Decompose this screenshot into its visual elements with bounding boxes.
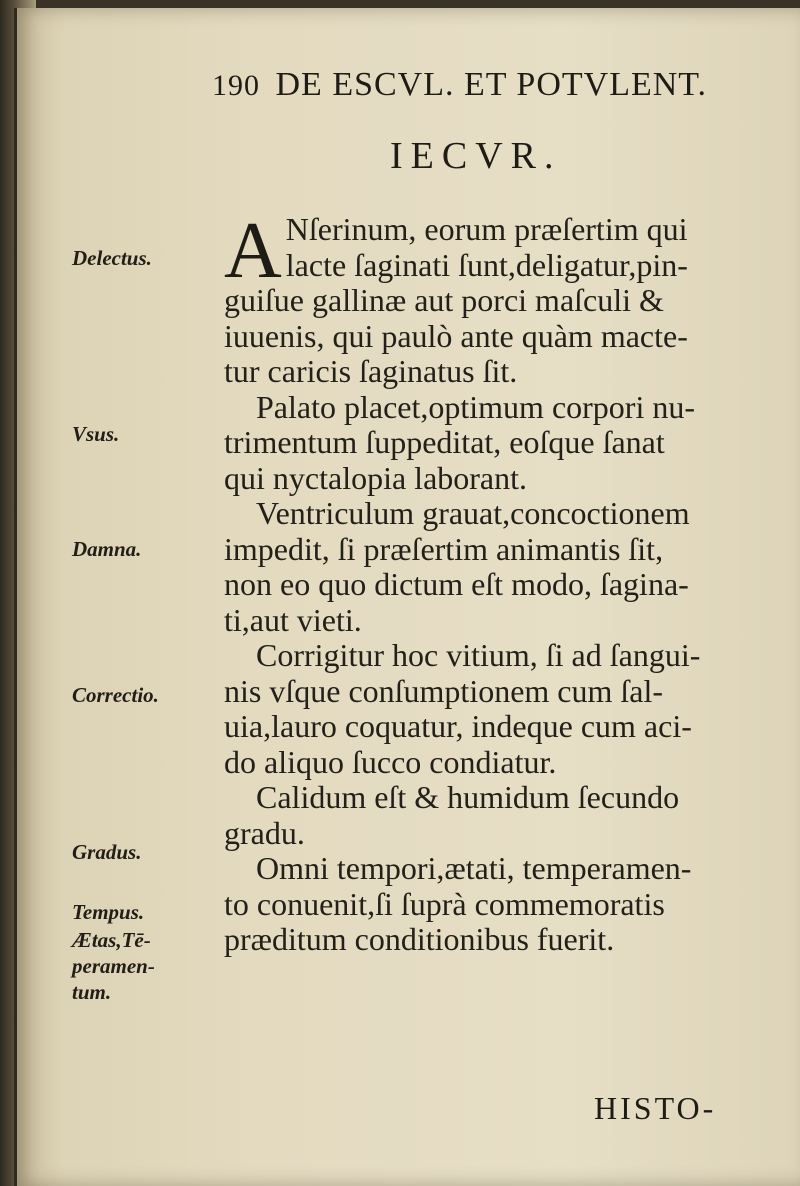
margin-note-tempus: Tempus. <box>72 900 145 924</box>
text-line: gradu. <box>224 814 305 851</box>
text-line: non eo quo dictum eſt modo, ſagina- <box>224 566 689 602</box>
text-line: iuuenis, qui paulò ante quàm macte- <box>224 317 688 354</box>
text-line: Palato placet,optimum corpori nu- <box>256 388 695 425</box>
text-line: nis vſque conſumptionem cum ſal- <box>224 672 664 709</box>
margin-note-tum: tum. <box>72 980 112 1004</box>
text-line: impedit, ſi præſertim animantis ſit, <box>224 530 664 567</box>
text-line: tur caricis ſaginatus ſit. <box>224 353 518 389</box>
text-line: uia,lauro coquatur, indeque cum aci- <box>224 708 692 744</box>
running-head <box>212 66 792 104</box>
margin-note-delectus: Delectus. <box>72 246 152 270</box>
text-line: trimentum ſuppeditat, eoſque ſanat <box>224 424 665 460</box>
text-line: qui nyctalopia laborant. <box>224 459 528 496</box>
text-line: Nſerinum, eorum præſertim qui <box>285 211 688 247</box>
margin-note-correctio: Correctio. <box>72 683 159 707</box>
margin-note-damna: Damna. <box>72 537 142 561</box>
margin-note-aetas: Ætas,Tē- <box>72 928 151 952</box>
text-line: præditum conditionibus fuerit. <box>224 921 615 957</box>
margin-note-usus: Vsus. <box>72 422 120 446</box>
text-line: guiſue gallinæ aut porci maſculi & <box>224 282 664 318</box>
text-line: Ventriculum grauat,concoctionem <box>256 495 690 531</box>
section-title: IECVR. <box>390 135 562 177</box>
text-line: to conuenit,ſi ſuprà commemoratis <box>224 885 665 922</box>
text-line: lacte ſaginati ſunt,deligatur,pin- <box>285 246 688 283</box>
text-line: do aliquo ſucco condiatur. <box>224 743 557 780</box>
running-title: DE ESCVL. ET POTVLENT. <box>275 66 708 103</box>
page-number: 190 <box>212 69 260 102</box>
catchword: HISTO- <box>594 1090 717 1126</box>
text-line: ti,aut vieti. <box>224 601 362 638</box>
margin-note-temperamen: peramen- <box>72 954 155 978</box>
margin-note-gradus: Gradus. <box>72 840 142 864</box>
body-text <box>224 207 798 958</box>
text-line: Corrigitur hoc vitium, ſi ad ſangui- <box>256 637 701 673</box>
drop-cap: A <box>224 207 282 295</box>
text-line: Omni tempori,ætati, temperamen- <box>256 850 692 886</box>
text-line: Calidum eſt & humidum ſecundo <box>256 779 680 815</box>
